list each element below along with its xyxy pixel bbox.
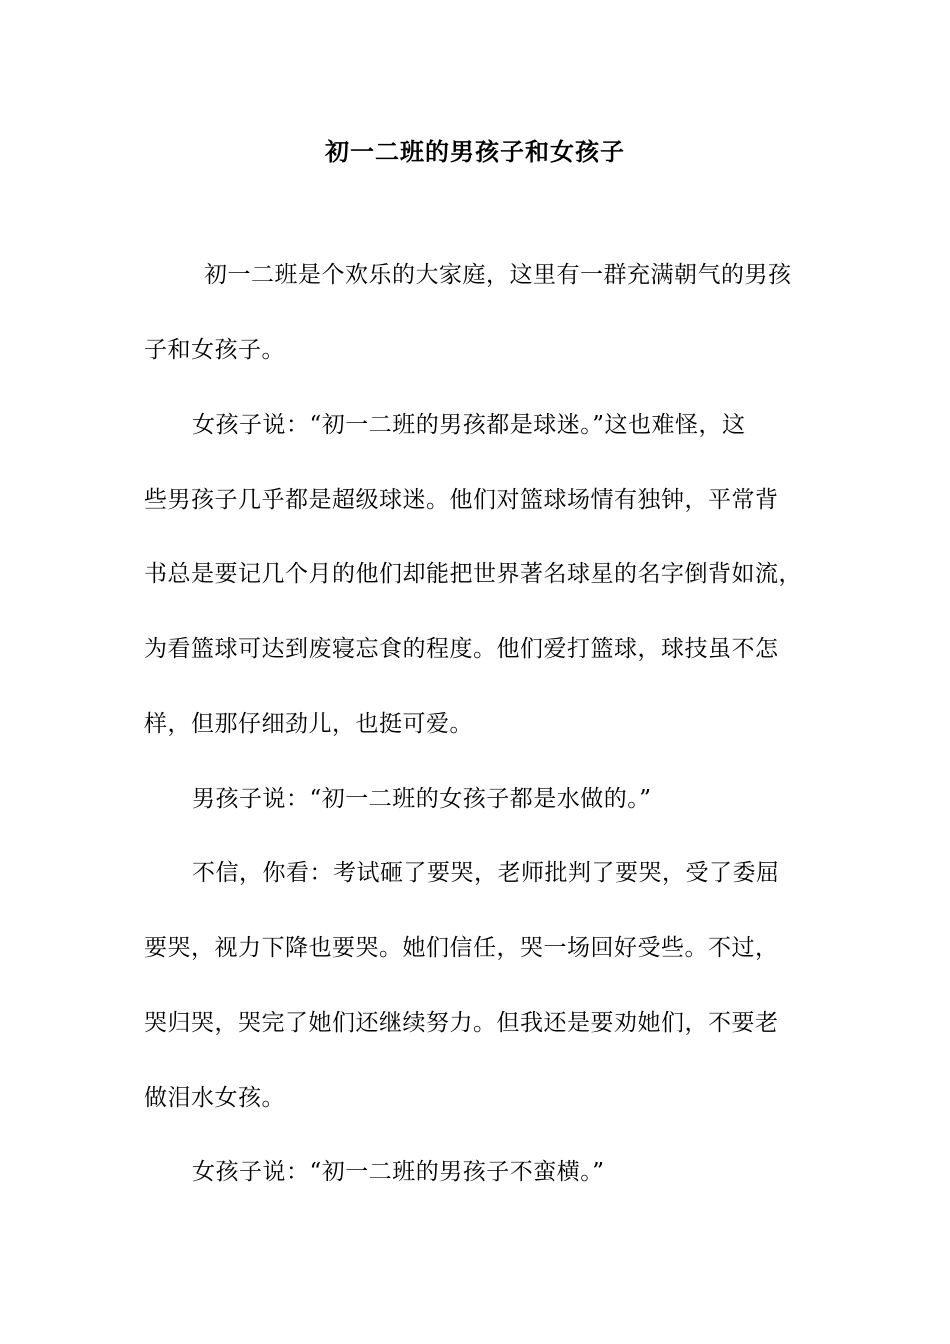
paragraph-line: 男孩子说：“初一二班的女孩子都是水做的。” (192, 786, 652, 812)
document-title: 初一二班的男孩子和女孩子 (325, 137, 625, 166)
paragraph-line: 做泪水女孩。 (144, 1085, 285, 1111)
paragraph-line: 书总是要记几个月的他们却能把世界著名球星的名字倒背如流， (144, 561, 802, 587)
paragraph-line: 哭归哭，哭完了她们还继续努力。但我还是要劝她们，不要老 (144, 1010, 779, 1036)
paragraph-line: 子和女孩子。 (144, 337, 285, 363)
paragraph-line: 不信，你看：考试砸了要哭，老师批判了要哭，受了委屈 (192, 860, 780, 886)
paragraph-line: 女孩子说：“初一二班的男孩子不蛮横。” (192, 1159, 605, 1185)
paragraph-line: 初一二班是个欢乐的大家庭，这里有一群充满朝气的男孩 (204, 262, 792, 288)
paragraph-line: 些男孩子几乎都是超级球迷。他们对篮球场情有独钟，平常背 (144, 487, 779, 513)
paragraph-line: 要哭，视力下降也要哭。她们信任，哭一场回好受些。不过， (144, 935, 779, 961)
paragraph-line: 样，但那仔细劲儿，也挺可爱。 (144, 711, 473, 737)
paragraph-line: 女孩子说：“初一二班的男孩都是球迷。”这也难怪，这 (192, 412, 746, 438)
paragraph-line: 为看篮球可达到废寝忘食的程度。他们爱打篮球，球技虽不怎 (144, 636, 779, 662)
